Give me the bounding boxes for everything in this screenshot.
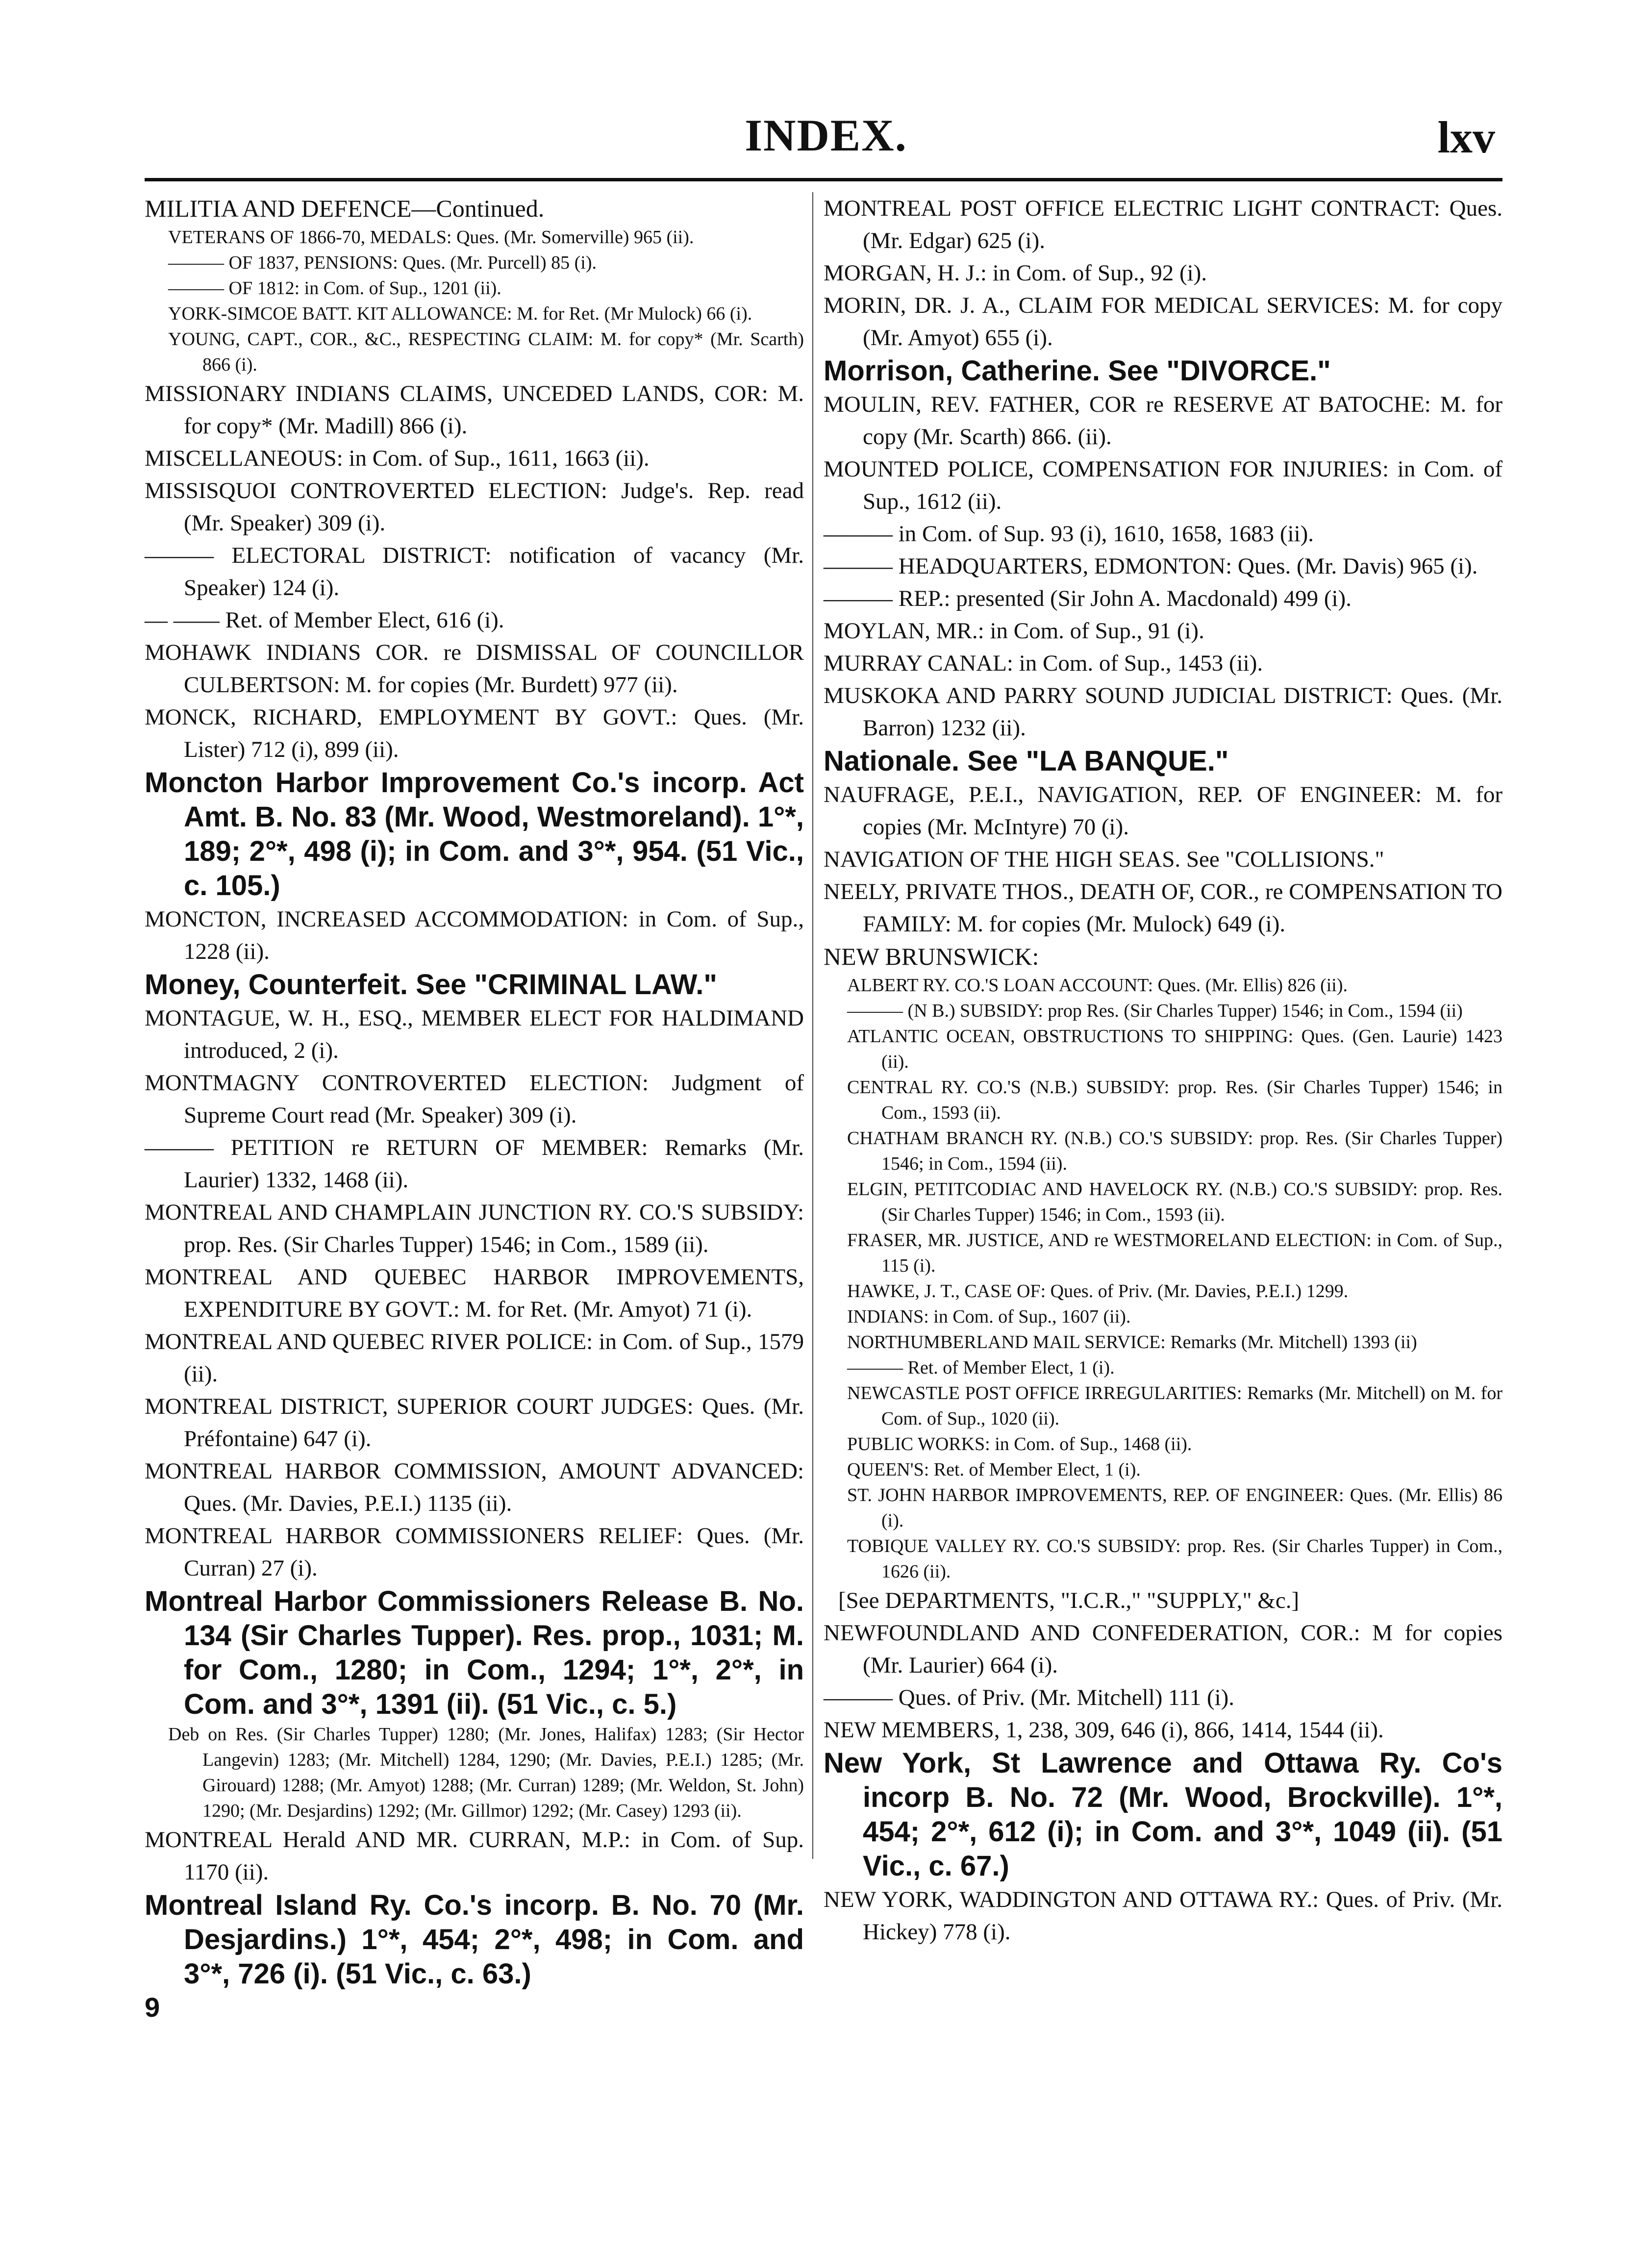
index-entry: MONTREAL AND CHAMPLAIN JUNCTION RY. CO.'S SUBSIDY: prop. Res. (Sir Charles Tupper) 1546; in Com., 1589 (ii). <box>145 1200 804 1257</box>
index-entry: ——— Ques. of Priv. (Mr. Mitchell) 111 (i). <box>824 1685 1235 1710</box>
index-entry: MISSIONARY INDIANS CLAIMS, UNCEDED LANDS, COR: M. for copy* (Mr. Madill) 866 (i). <box>145 381 804 439</box>
index-entry: Morrison, Catherine. See "DIVORCE." <box>824 355 1331 387</box>
index-entry: ATLANTIC OCEAN, OBSTRUCTIONS TO SHIPPING: Ques. (Gen. Laurie) 1423 (ii). <box>847 1026 1502 1072</box>
index-entry: ——— OF 1812: in Com. of Sup., 1201 (ii). <box>168 278 501 299</box>
index-entry: NAVIGATION OF THE HIGH SEAS. See "COLLISIONS." <box>824 847 1384 872</box>
index-entry: NAUFRAGE, P.E.I., NAVIGATION, REP. OF ENGINEER: M. for copies (Mr. McIntyre) 70 (i). <box>824 782 1502 840</box>
index-entry: NEW BRUNSWICK: <box>824 943 1039 970</box>
index-entry: MURRAY CANAL: in Com. of Sup., 1453 (ii). <box>824 651 1263 676</box>
index-entry: ALBERT RY. CO.'S LOAN ACCOUNT: Ques. (Mr. Ellis) 826 (ii). <box>847 975 1348 996</box>
index-entry: Deb on Res. (Sir Charles Tupper) 1280; (Mr. Jones, Halifax) 1283; (Sir Hector Langevin) 1283; (Mr. Mitchell) 1284, 1290; (Mr. Davies, P.E.I.) 1285; (Mr. Girouard) 1288; (Mr. Amyot) 1288; (Mr. Curran) 1289; (Mr. Weldon, St. John) 1290; (Mr. Desjardins) 1292; (Mr. Gillmor) 1292; (Mr. Casey) 1293 (ii). <box>168 1724 804 1821</box>
index-entry: ——— HEADQUARTERS, EDMONTON: Ques. (Mr. Davis) 965 (i). <box>824 553 1478 579</box>
index-entry: MORGAN, H. J.: in Com. of Sup., 92 (i). <box>824 260 1207 286</box>
index-entry: MOUNTED POLICE, COMPENSATION FOR INJURIES: in Com. of Sup., 1612 (ii). <box>824 456 1502 514</box>
index-entry: TOBIQUE VALLEY RY. CO.'S SUBSIDY: prop. Res. (Sir Charles Tupper) in Com., 1626 (ii). <box>847 1536 1502 1582</box>
index-entry: Moncton Harbor Improvement Co.'s incorp. Act Amt. B. No. 83 (Mr. Wood, Westmoreland). 1°*, 189; 2°*, 498 (i); in Com. and 3°*, 954. (51 Vic., c. 105.) <box>145 767 804 902</box>
index-entry: ——— (N B.) SUBSIDY: prop Res. (Sir Charles Tupper) 1546; in Com., 1594 (ii) <box>847 1001 1463 1021</box>
page-title: INDEX. <box>745 110 907 160</box>
index-entry: YORK-SIMCOE BATT. KIT ALLOWANCE: M. for Ret. (Mr Mulock) 66 (i). <box>168 303 752 324</box>
index-entry: FRASER, MR. JUSTICE, AND re WESTMORELAND ELECTION: in Com. of Sup., 115 (i). <box>847 1230 1502 1276</box>
index-entry: MONTAGUE, W. H., ESQ., MEMBER ELECT FOR HALDIMAND introduced, 2 (i). <box>145 1005 804 1063</box>
index-entry: MONCTON, INCREASED ACCOMMODATION: in Com. of Sup., 1228 (ii). <box>145 906 804 964</box>
index-entry: ——— PETITION re RETURN OF MEMBER: Remarks (Mr. Laurier) 1332, 1468 (ii). <box>145 1135 804 1193</box>
index-entry: MONTREAL AND QUEBEC RIVER POLICE: in Com. of Sup., 1579 (ii). <box>145 1329 804 1387</box>
index-entry: NORTHUMBERLAND MAIL SERVICE: Remarks (Mr. Mitchell) 1393 (ii) <box>847 1332 1417 1352</box>
index-entry: MOHAWK INDIANS COR. re DISMISSAL OF COUNCILLOR CULBERTSON: M. for copies (Mr. Burdett) 977 (ii). <box>145 640 804 698</box>
column-divider <box>812 192 813 1859</box>
index-entry: MOYLAN, MR.: in Com. of Sup., 91 (i). <box>824 618 1204 644</box>
index-entry: New York, St Lawrence and Ottawa Ry. Co's incorp B. No. 72 (Mr. Wood, Brockville). 1°*, 454; 2°*, 612 (i); in Com. and 3°*, 1049 (ii). (51 Vic., c. 67.) <box>824 1747 1502 1882</box>
index-entry: CHATHAM BRANCH RY. (N.B.) CO.'S SUBSIDY: prop. Res. (Sir Charles Tupper) 1546; in Com., 1594 (ii). <box>847 1128 1502 1174</box>
index-entry: ——— in Com. of Sup. 93 (i), 1610, 1658, 1683 (ii). <box>824 521 1314 547</box>
index-entry: MONTREAL HARBOR COMMISSIONERS RELIEF: Ques. (Mr. Curran) 27 (i). <box>145 1523 804 1581</box>
index-entry: MORIN, DR. J. A., CLAIM FOR MEDICAL SERVICES: M. for copy (Mr. Amyot) 655 (i). <box>824 293 1502 351</box>
index-entry: Nationale. See "LA BANQUE." <box>824 745 1229 777</box>
index-entry: VETERANS OF 1866-70, MEDALS: Ques. (Mr. Somerville) 965 (ii). <box>168 227 694 248</box>
page-number: lxv <box>1437 112 1495 162</box>
index-entry: MONTMAGNY CONTROVERTED ELECTION: Judgment of Supreme Court read (Mr. Speaker) 309 (i). <box>145 1070 804 1128</box>
right-column <box>824 192 1502 1948</box>
index-entry: MONTREAL Herald AND MR. CURRAN, M.P.: in Com. of Sup. 1170 (ii). <box>145 1827 804 1885</box>
index-entry: PUBLIC WORKS: in Com. of Sup., 1468 (ii). <box>847 1434 1192 1454</box>
header-rule <box>145 178 1502 181</box>
index-entry: HAWKE, J. T., CASE OF: Ques. of Priv. (Mr. Davies, P.E.I.) 1299. <box>847 1281 1349 1302</box>
index-entry: Money, Counterfeit. See "CRIMINAL LAW." <box>145 969 717 1001</box>
index-entry: Montreal Island Ry. Co.'s incorp. B. No. 70 (Mr. Desjardins.) 1°*, 454; 2°*, 498; in Com. and 3°*, 726 (i). (51 Vic., c. 63.) <box>145 1889 804 1990</box>
index-entry: YOUNG, CAPT., COR., &C., RESPECTING CLAIM: M. for copy* (Mr. Scarth) 866 (i). <box>168 329 804 375</box>
index-entry: MUSKOKA AND PARRY SOUND JUDICIAL DISTRICT: Ques. (Mr. Barron) 1232 (ii). <box>824 683 1502 741</box>
index-entry: NEW MEMBERS, 1, 238, 309, 646 (i), 866, 1414, 1544 (ii). <box>824 1717 1384 1743</box>
index-entry: NEW YORK, WADDINGTON AND OTTAWA RY.: Ques. of Priv. (Mr. Hickey) 778 (i). <box>824 1887 1502 1945</box>
index-entry: ——— Ret. of Member Elect, 1 (i). <box>847 1357 1115 1378</box>
index-entry: MOULIN, REV. FATHER, COR re RESERVE AT BATOCHE: M. for copy (Mr. Scarth) 866. (ii). <box>824 392 1502 450</box>
index-entry: ——— ELECTORAL DISTRICT: notification of vacancy (Mr. Speaker) 124 (i). <box>145 543 804 601</box>
index-entry: QUEEN'S: Ret. of Member Elect, 1 (i). <box>847 1459 1141 1480</box>
index-entry: Montreal Harbor Commissioners Release B. No. 134 (Sir Charles Tupper). Res. prop., 1031; M. for Com., 1280; in Com., 1294; 1°*, 2°*, in Com. and 3°*, 1391 (ii). (51 Vic., c. 5.) <box>145 1585 804 1720</box>
index-entry: NEWCASTLE POST OFFICE IRREGULARITIES: Remarks (Mr. Mitchell) on M. for Com. of Sup., 1020 (ii). <box>847 1383 1502 1429</box>
index-entry: NEWFOUNDLAND AND CONFEDERATION, COR.: M for copies (Mr. Laurier) 664 (i). <box>824 1620 1502 1678</box>
index-entry: MISCELLANEOUS: in Com. of Sup., 1611, 1663 (ii). <box>145 446 650 471</box>
index-entry: MONTREAL POST OFFICE ELECTRIC LIGHT CONTRACT: Ques. (Mr. Edgar) 625 (i). <box>824 196 1502 253</box>
index-entry: MILITIA AND DEFENCE—Continued. <box>145 195 545 222</box>
left-column <box>145 192 804 2024</box>
index-entry: ST. JOHN HARBOR IMPROVEMENTS, REP. OF ENGINEER: Ques. (Mr. Ellis) 86 (i). <box>847 1485 1502 1531</box>
index-entry: ——— OF 1837, PENSIONS: Ques. (Mr. Purcell) 85 (i). <box>168 252 597 273</box>
index-entry: [See DEPARTMENTS, "I.C.R.," "SUPPLY," &c.] <box>838 1588 1300 1613</box>
index-entry: MONTREAL AND QUEBEC HARBOR IMPROVEMENTS, EXPENDITURE BY GOVT.: M. for Ret. (Mr. Amyot) 71 (i). <box>145 1264 804 1322</box>
index-entry: MISSISQUOI CONTROVERTED ELECTION: Judge's. Rep. read (Mr. Speaker) 309 (i). <box>145 478 804 536</box>
index-entry: INDIANS: in Com. of Sup., 1607 (ii). <box>847 1306 1131 1327</box>
index-entry: — —— Ret. of Member Elect, 616 (i). <box>145 607 504 633</box>
index-entry: 9 <box>145 1992 160 2023</box>
index-entry: ——— REP.: presented (Sir John A. Macdonald) 499 (i). <box>824 586 1352 611</box>
index-entry: MONCK, RICHARD, EMPLOYMENT BY GOVT.: Ques. (Mr. Lister) 712 (i), 899 (ii). <box>145 704 804 762</box>
index-entry: MONTREAL DISTRICT, SUPERIOR COURT JUDGES: Ques. (Mr. Préfontaine) 647 (i). <box>145 1394 804 1452</box>
index-entry: MONTREAL HARBOR COMMISSION, AMOUNT ADVANCED: Ques. (Mr. Davies, P.E.I.) 1135 (ii). <box>145 1458 804 1516</box>
index-entry: CENTRAL RY. CO.'S (N.B.) SUBSIDY: prop. Res. (Sir Charles Tupper) 1546; in Com., 1593 (ii). <box>847 1077 1502 1123</box>
index-entry: NEELY, PRIVATE THOS., DEATH OF, COR., re COMPENSATION TO FAMILY: M. for copies (Mr. Mulock) 649 (i). <box>824 879 1502 937</box>
index-entry: ELGIN, PETITCODIAC AND HAVELOCK RY. (N.B.) CO.'S SUBSIDY: prop. Res. (Sir Charles Tupper) 1546; in Com., 1593 (ii). <box>847 1179 1502 1225</box>
